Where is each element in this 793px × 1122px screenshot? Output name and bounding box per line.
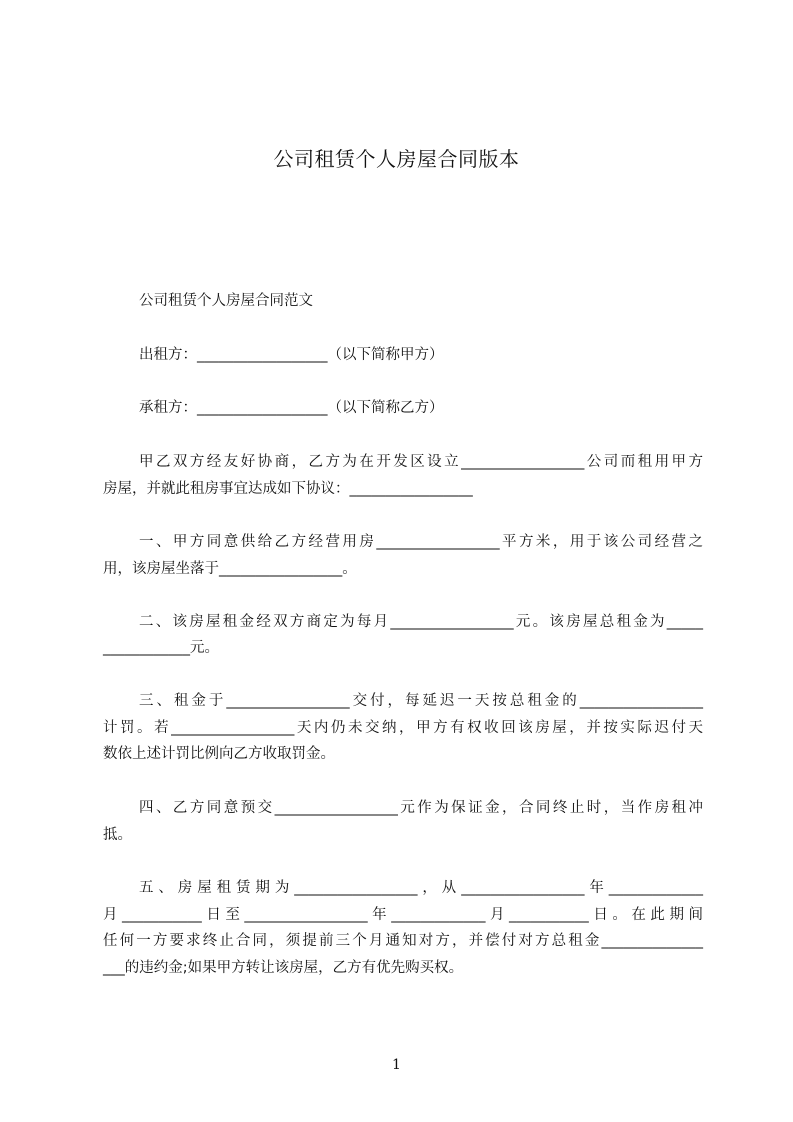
- clause-3-line-2: 计罚。若_________________天内仍未交纳，甲方有权收回该房屋，并按实际迟付天: [103, 720, 703, 736]
- page-number: 1: [392, 1057, 401, 1073]
- lessor-line: 出租方：__________________（以下简称甲方）: [139, 347, 444, 363]
- clause-5-line-3: 任何一方要求终止合同，须提前三个月通知对方，并偿付对方总租金______________: [103, 933, 703, 949]
- clause-5-line-2: 月___________日至_________________年_____________月___________日。在此期间: [103, 907, 703, 923]
- clause-5-line-1: 五、房屋租赁期为_________________，从_________________年_____________: [139, 880, 703, 896]
- document-title: 公司租赁个人房屋合同版本: [273, 147, 520, 171]
- clause-2-line-1: 二、该房屋租金经双方商定为每月_________________元。该房屋总租金为_____: [139, 614, 703, 630]
- clause-5-line-4: ___的违约金;如果甲方转让该房屋，乙方有优先购买权。: [103, 960, 464, 976]
- clause-3-line-1: 三、租金于_________________交付，每延迟一天按总租金的_________________: [139, 693, 703, 709]
- clause-2-line-2: ____________元。: [103, 640, 219, 656]
- lessee-line: 承租方：__________________（以下简称乙方）: [139, 400, 444, 416]
- intro-line-2: 房屋，并就此租房事宜达成如下协议：_________________: [103, 481, 473, 497]
- intro-line-1: 甲乙双方经友好协商，乙方为在开发区设立_________________公司而租用甲方: [139, 454, 703, 470]
- clause-3-line-3: 数依上述计罚比例向乙方收取罚金。: [103, 746, 335, 762]
- clause-4-line-1: 四、乙方同意预交_________________元作为保证金，合同终止时，当作房租冲: [139, 800, 703, 816]
- clause-1-line-2: 用，该房屋坐落于_________________。: [103, 561, 357, 577]
- document-subtitle: 公司租赁个人房屋合同范文: [139, 293, 313, 309]
- clause-1-line-1: 一、甲方同意供给乙方经营用房_________________平方米，用于该公司经营之: [139, 534, 703, 550]
- clause-4-line-2: 抵。: [103, 827, 132, 843]
